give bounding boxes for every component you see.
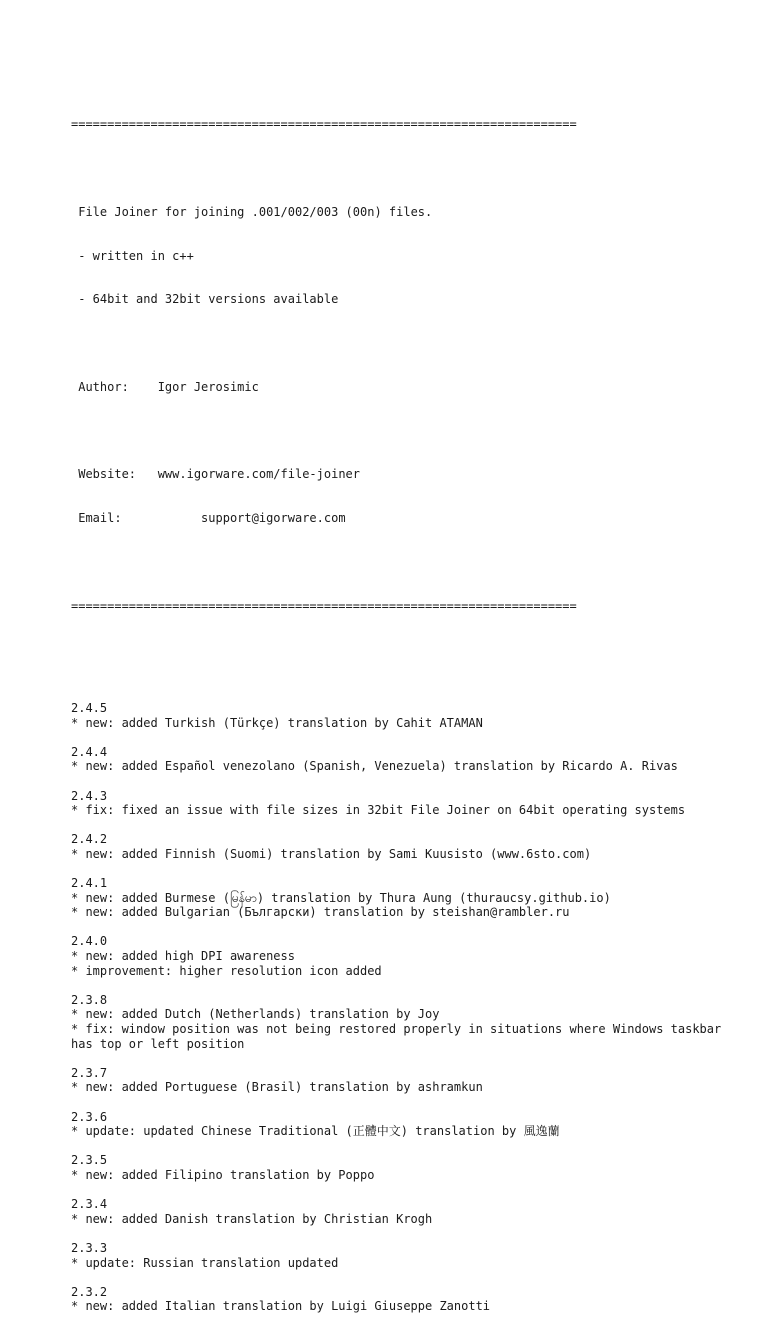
website-line: Website: www.igorware.com/file-joiner [71, 467, 360, 482]
author-line: Author: Igor Jerosimic [71, 379, 259, 394]
version-number: 2.3.8 [71, 992, 108, 1007]
version-number: 2.3.2 [71, 1284, 108, 1299]
blank-line [71, 1270, 731, 1285]
blank-line [71, 774, 731, 789]
version-block [71, 1153, 731, 1197]
changelog-entry: * new: added Español venezolano (Spanish, Venezuela) translation by Ricardo A. Rivas [71, 759, 678, 774]
version-number: 2.3.3 [71, 1240, 108, 1255]
changelog-list [71, 701, 731, 1314]
blank-line [71, 643, 731, 658]
version-number: 2.4.4 [71, 744, 108, 759]
changelog-entry: * new: added Filipino translation by Poppo [71, 1167, 375, 1182]
version-number: 2.4.0 [71, 934, 108, 949]
version-number: 2.4.3 [71, 788, 108, 803]
changelog-entry: * improvement: higher resolution icon added [71, 963, 382, 978]
version-number: 2.3.6 [71, 1109, 108, 1124]
version-number: 2.4.1 [71, 876, 108, 891]
changelog-entry: * new: added high DPI awareness [71, 949, 295, 964]
version-block [71, 1241, 731, 1285]
version-number: 2.4.5 [71, 700, 108, 715]
changelog-entry: * update: Russian translation updated [71, 1255, 339, 1270]
intro-title: File Joiner for joining .001/002/003 (00n) files. [71, 204, 433, 219]
blank-line [71, 920, 731, 935]
version-block [71, 1197, 731, 1241]
changelog-entry: * new: added Burmese (မြန်မာ) translation by Thura Aung (thuraucsy.github.io) [71, 890, 611, 905]
changelog-entry: * new: added Italian translation by Luigi Giuseppe Zanotti [71, 1299, 491, 1314]
version-number: 2.3.7 [71, 1065, 108, 1080]
changelog-entry: * new: added Bulgarian (Български) translation by steishan@rambler.ru [71, 905, 570, 920]
changelog-document [71, 88, 731, 1328]
blank-line [71, 424, 731, 439]
version-number: 2.3.5 [71, 1153, 108, 1168]
blank-line [71, 1183, 731, 1198]
blank-line [71, 1139, 731, 1154]
email-line: Email: support@igorware.com [71, 511, 346, 526]
blank-line [71, 1051, 731, 1066]
version-block [71, 701, 731, 745]
version-block [71, 745, 731, 789]
changelog-entry: * new: added Turkish (Türkçe) translation by Cahit ATAMAN [71, 715, 483, 730]
version-block [71, 832, 731, 876]
version-number: 2.4.2 [71, 832, 108, 847]
blank-line [71, 978, 731, 993]
blank-line [71, 336, 731, 351]
version-block [71, 1110, 731, 1154]
changelog-entry: * fix: fixed an issue with file sizes in 32bit File Joiner on 64bit operating systems [71, 803, 686, 818]
version-block [71, 876, 731, 934]
blank-line [71, 1226, 731, 1241]
changelog-entry: * fix: window position was not being restored properly in situations where Windows taskbar has top or left position [71, 1022, 729, 1051]
changelog-entry: * new: added Dutch (Netherlands) translation by Joy [71, 1007, 440, 1022]
blank-line [71, 730, 731, 745]
version-number: 2.3.4 [71, 1197, 108, 1212]
version-block [71, 934, 731, 992]
blank-line [71, 861, 731, 876]
blank-line [71, 1095, 731, 1110]
intro-versions: - 64bit and 32bit versions available [71, 292, 339, 307]
changelog-entry: * new: added Finnish (Suomi) translation by Sami Kuusisto (www.6sto.com) [71, 846, 592, 861]
version-block [71, 789, 731, 833]
changelog-entry: * new: added Portuguese (Brasil) translation by ashramkun [71, 1080, 483, 1095]
intro-language: - written in c++ [71, 248, 194, 263]
version-block [71, 1285, 731, 1314]
version-block [71, 993, 731, 1066]
changelog-entry: * new: added Danish translation by Christian Krogh [71, 1211, 433, 1226]
separator-bottom: ====================================================================== [71, 598, 577, 613]
blank-line [71, 818, 731, 833]
blank-line [71, 555, 731, 570]
separator-top: ====================================================================== [71, 117, 577, 132]
blank-line [71, 161, 731, 176]
version-block [71, 1066, 731, 1110]
changelog-entry: * update: updated Chinese Traditional (正體中文) translation by 風逸蘭 [71, 1124, 560, 1139]
